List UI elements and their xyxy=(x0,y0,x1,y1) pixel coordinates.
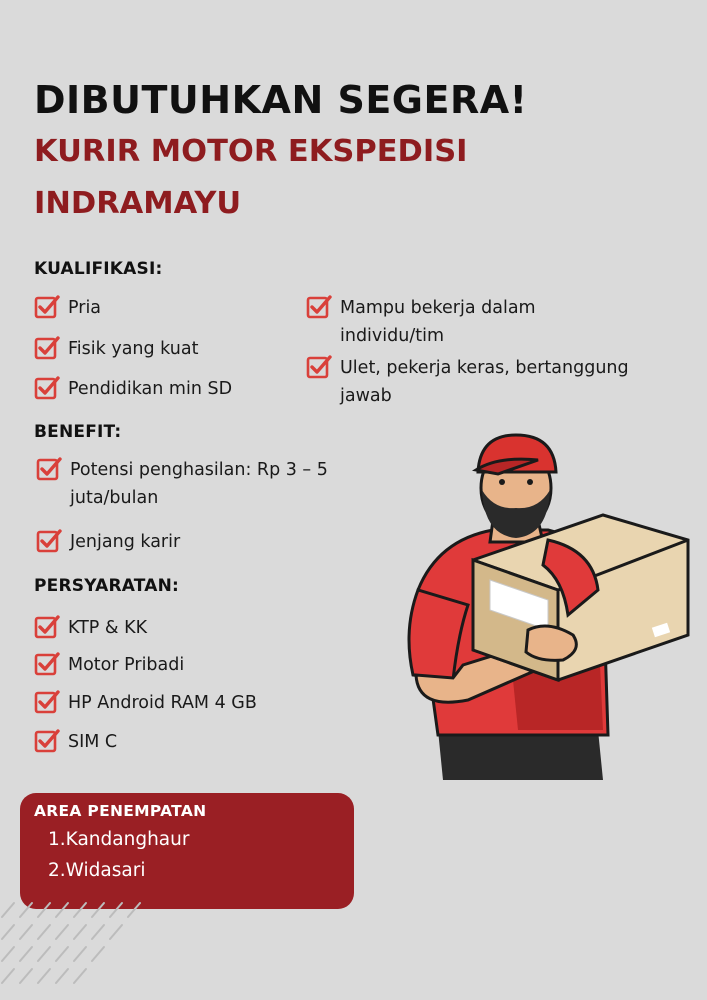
persyaratan-item xyxy=(34,728,117,756)
persyaratan-item-label: HP Android RAM 4 GB xyxy=(68,693,257,713)
checkbox-checked-icon xyxy=(306,354,332,380)
kualifikasi-item xyxy=(34,294,101,322)
checkbox-checked-icon xyxy=(34,375,60,401)
headline: DIBUTUHKAN SEGERA! xyxy=(34,78,528,122)
checkbox-checked-icon xyxy=(34,651,60,677)
kualifikasi-item-label: Ulet, pekerja keras, bertanggung xyxy=(340,358,629,378)
benefit-item-label: Jenjang karir xyxy=(70,532,181,552)
area-list-item xyxy=(48,860,145,881)
kualifikasi-item xyxy=(34,335,198,363)
area-list-item xyxy=(48,829,189,850)
area-list-name: Widasari xyxy=(65,860,146,881)
checkbox-checked-icon xyxy=(34,335,60,361)
checkbox-checked-icon xyxy=(34,728,60,754)
checkbox-checked-icon xyxy=(34,614,60,640)
persyaratan-item xyxy=(34,651,184,679)
kualifikasi-item-label-cont: individu/tim xyxy=(340,326,445,346)
area-penempatan-box xyxy=(20,793,354,909)
area-list-name: Kandanghaur xyxy=(65,829,190,850)
checkbox-checked-icon xyxy=(36,528,62,554)
kualifikasi-item-label: Pendidikan min SD xyxy=(68,379,233,399)
checkbox-checked-icon xyxy=(34,294,60,320)
benefit-item xyxy=(36,528,180,556)
kualifikasi-item xyxy=(306,294,536,350)
checkbox-checked-icon xyxy=(36,456,62,482)
benefit-item xyxy=(36,456,328,512)
persyaratan-item xyxy=(34,689,257,717)
persyaratan-item-label: SIM C xyxy=(68,732,118,752)
subheadline: KURIR MOTOR EKSPEDISI INDRAMAYU xyxy=(34,134,468,221)
decorative-stripes xyxy=(0,895,160,1000)
kualifikasi-item xyxy=(306,354,629,410)
benefit-item-label: Potensi penghasilan: Rp 3 – 5 xyxy=(70,460,328,480)
area-penempatan-title: AREA PENEMPATAN xyxy=(34,802,207,820)
persyaratan-title: PERSYARATAN: xyxy=(34,576,180,596)
checkbox-checked-icon xyxy=(34,689,60,715)
kualifikasi-title: KUALIFIKASI: xyxy=(34,259,163,279)
benefit-item-label-cont: juta/bulan xyxy=(70,488,159,508)
kualifikasi-item-label: Mampu bekerja dalam xyxy=(340,298,536,318)
benefit-title: BENEFIT: xyxy=(34,422,122,442)
area-list-number: 1. xyxy=(48,829,66,850)
persyaratan-item xyxy=(34,614,147,642)
kualifikasi-item-label-cont: jawab xyxy=(340,386,392,406)
persyaratan-item-label: Motor Pribadi xyxy=(68,655,185,675)
courier-with-box-illustration xyxy=(398,430,694,780)
kualifikasi-item xyxy=(34,375,232,403)
kualifikasi-item-label: Pria xyxy=(68,298,102,318)
checkbox-checked-icon xyxy=(306,294,332,320)
persyaratan-item-label: KTP & KK xyxy=(68,618,148,638)
area-list-number: 2. xyxy=(48,860,66,881)
kualifikasi-item-label: Fisik yang kuat xyxy=(68,339,199,359)
